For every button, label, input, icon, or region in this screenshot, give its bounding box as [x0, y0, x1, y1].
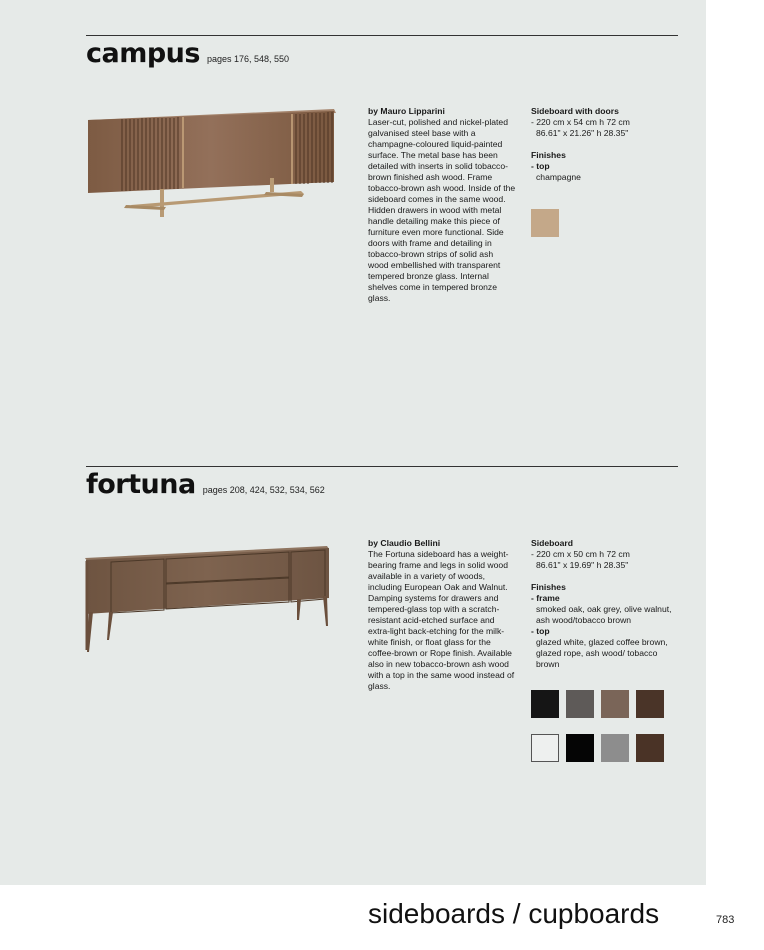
- campus-sideboard-image: [86, 105, 338, 220]
- fortuna-top-swatch: [601, 734, 629, 762]
- campus-top-label: - top: [531, 161, 550, 171]
- campus-pages: pages 176, 548, 550: [206, 54, 290, 64]
- fortuna-frame-swatch: [636, 690, 664, 718]
- fortuna-sideboard-image: [85, 540, 332, 658]
- fortuna-product-name: Sideboard: [531, 538, 574, 548]
- fortuna-pages: pages 208, 424, 532, 534, 562: [202, 485, 325, 495]
- fortuna-designer: by Claudio Bellini: [368, 538, 441, 548]
- campus-heading: [86, 38, 289, 69]
- campus-product-name: Sideboard with doors: [531, 106, 619, 116]
- fortuna-top-swatch: [636, 734, 664, 762]
- fortuna-description-block: [368, 538, 516, 692]
- section-title: sideboards / cupboards: [368, 898, 660, 929]
- fortuna-top-swatch: [531, 734, 559, 762]
- fortuna-top-value: glazed white, glazed coffee brown, glazed rope, ash wood/ tobacco brown: [536, 637, 668, 669]
- fortuna-title: fortuna: [86, 469, 196, 500]
- fortuna-heading: [86, 469, 325, 500]
- campus-dimensions-cm: - 220 cm x 54 cm h 72 cm: [531, 117, 630, 127]
- campus-finishes-label: Finishes: [531, 150, 566, 160]
- campus-dimensions-in: 86.61" x 21.26" h 28.35": [536, 128, 629, 138]
- fortuna-frame-label: - frame: [531, 593, 560, 603]
- campus-specs: [531, 106, 681, 183]
- fortuna-specs: [531, 538, 681, 670]
- campus-designer: by Mauro Lipparini: [368, 106, 445, 116]
- fortuna-frame-swatch: [601, 690, 629, 718]
- campus-top-value: champagne: [536, 172, 581, 182]
- fortuna-description: The Fortuna sideboard has a weight-bearing frame and legs in solid wood available in a variety of woods, including European Oak and Walnut. Damping systems for drawers and tempered-glass top with a scratch-resistant acid-etched surface and extra-light back-etching for the milk-white finish, or float glass for the coffee-brown or Rope finish. Available also in new tobacco-brown ash wood with a top in the same wood instead of glass.: [368, 549, 515, 691]
- fortuna-frame-swatch: [566, 690, 594, 718]
- fortuna-frame-swatch: [531, 690, 559, 718]
- campus-description: Laser-cut, polished and nickel-plated galvanised steel base with a champagne-coloured liquid-painted surface. The metal base has been detailed with inserts in solid tobacco-brown finished ash wood. Frame tobacco-brown ash wood. Inside of the sideboard comes in the same wood. Hidden drawers in wood with metal handle detailing make this piece of furniture even more functional. Side doors with frame and detailing in tobacco-brown strips of solid ash wood embellished with transparent tempered bronze glass. Internal shelves come in tempered bronze glass.: [368, 117, 516, 303]
- fortuna-dimensions-in: 86.61" x 19.69" h 28.35": [536, 560, 629, 570]
- page-number: 783: [716, 914, 735, 926]
- fortuna-top-label: - top: [531, 626, 550, 636]
- campus-swatch-champagne: [531, 209, 559, 237]
- campus-divider: [86, 35, 678, 36]
- fortuna-top-swatch: [566, 734, 594, 762]
- campus-title: campus: [86, 38, 200, 69]
- fortuna-frame-value: smoked oak, oak grey, olive walnut, ash wood/tobacco brown: [536, 604, 672, 625]
- fortuna-finishes-label: Finishes: [531, 582, 566, 592]
- fortuna-dimensions-cm: - 220 cm x 50 cm h 72 cm: [531, 549, 630, 559]
- campus-description-block: [368, 106, 516, 304]
- fortuna-divider: [86, 466, 678, 467]
